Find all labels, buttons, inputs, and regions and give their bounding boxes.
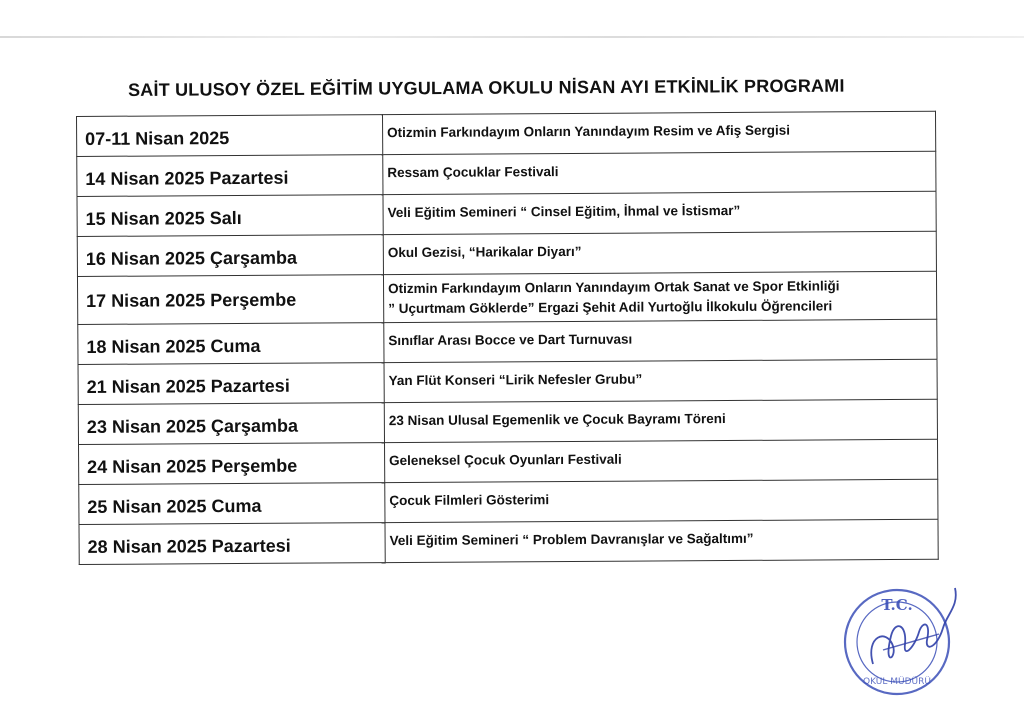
event-cell bbox=[384, 359, 937, 402]
date-cell: 18 Nisan 2025 Cuma bbox=[78, 323, 384, 365]
table-row bbox=[77, 151, 936, 196]
event-text: Geleneksel Çocuk Oyunları Festivali bbox=[389, 451, 622, 469]
event-cell bbox=[383, 191, 936, 234]
table-row bbox=[78, 399, 937, 444]
schedule-table-body bbox=[77, 111, 939, 564]
date-cell: 21 Nisan 2025 Pazartesi bbox=[78, 363, 384, 405]
event-cell bbox=[383, 271, 936, 322]
event-text: Sınıflar Arası Bocce ve Dart Turnuvası bbox=[388, 331, 633, 349]
scan-edge-line bbox=[0, 36, 1024, 38]
schedule-table bbox=[76, 111, 939, 565]
date-cell: 25 Nisan 2025 Cuma bbox=[79, 483, 385, 525]
table-row bbox=[77, 111, 936, 156]
date-cell: 23 Nisan 2025 Çarşamba bbox=[78, 403, 384, 445]
event-cell bbox=[384, 319, 937, 362]
date-cell: 16 Nisan 2025 Çarşamba bbox=[77, 235, 383, 277]
event-text: Otizmin Farkındayım Onların Yanındayım Ortak Sanat ve Spor Etkinliği bbox=[388, 278, 840, 297]
event-text: Çocuk Filmleri Gösterimi bbox=[389, 492, 550, 509]
document-title: SAİT ULUSOY ÖZEL EĞİTİM UYGULAMA OKULU NİSAN AYI ETKİNLİK PROGRAMI bbox=[128, 75, 845, 100]
event-cell bbox=[385, 439, 938, 482]
event-text: Otizmin Farkındayım Onların Yanındayım Resim ve Afiş Sergisi bbox=[387, 122, 791, 141]
date-cell: 14 Nisan 2025 Pazartesi bbox=[77, 155, 383, 197]
event-text: 23 Nisan Ulusal Egemenlik ve Çocuk Bayramı Töreni bbox=[388, 411, 726, 429]
table-row bbox=[77, 191, 936, 236]
table-row bbox=[77, 231, 936, 276]
event-text: Veli Eğitim Semineri “ Problem Davranışlar ve Sağaltımı” bbox=[389, 530, 754, 549]
stamp-bottom-text: OKUL MÜDÜRÜ bbox=[863, 677, 931, 687]
event-cell bbox=[385, 479, 938, 522]
event-cell bbox=[382, 111, 935, 154]
event-cell bbox=[384, 399, 937, 442]
event-text: Ressam Çocuklar Festivali bbox=[387, 164, 559, 181]
event-text: Okul Gezisi, “Harikalar Diyarı” bbox=[387, 243, 582, 261]
table-row bbox=[78, 359, 937, 404]
table-row bbox=[77, 271, 936, 324]
official-stamp bbox=[835, 576, 975, 706]
date-cell: 24 Nisan 2025 Perşembe bbox=[79, 443, 385, 485]
event-text: ” Uçurtmam Göklerde” Ergazi Şehit Adil Yurtoğlu İlkokulu Öğrencileri bbox=[388, 298, 833, 317]
table-row bbox=[79, 439, 938, 484]
table-row bbox=[79, 519, 938, 564]
event-text: Yan Flüt Konseri “Lirik Nefesler Grubu” bbox=[388, 371, 643, 389]
date-cell: 15 Nisan 2025 Salı bbox=[77, 195, 383, 237]
date-cell: 28 Nisan 2025 Pazartesi bbox=[79, 523, 385, 565]
schedule-table-wrapper bbox=[76, 111, 939, 565]
stamp-top-text: T.C. bbox=[881, 596, 913, 614]
date-cell: 07-11 Nisan 2025 bbox=[77, 115, 383, 157]
event-text: Veli Eğitim Semineri “ Cinsel Eğitim, İhmal ve İstismar” bbox=[387, 202, 741, 221]
event-cell bbox=[383, 151, 936, 194]
table-row bbox=[78, 319, 937, 364]
event-cell bbox=[385, 519, 938, 562]
table-row bbox=[79, 479, 938, 524]
date-cell: 17 Nisan 2025 Perşembe bbox=[77, 275, 383, 325]
event-cell bbox=[383, 231, 936, 274]
